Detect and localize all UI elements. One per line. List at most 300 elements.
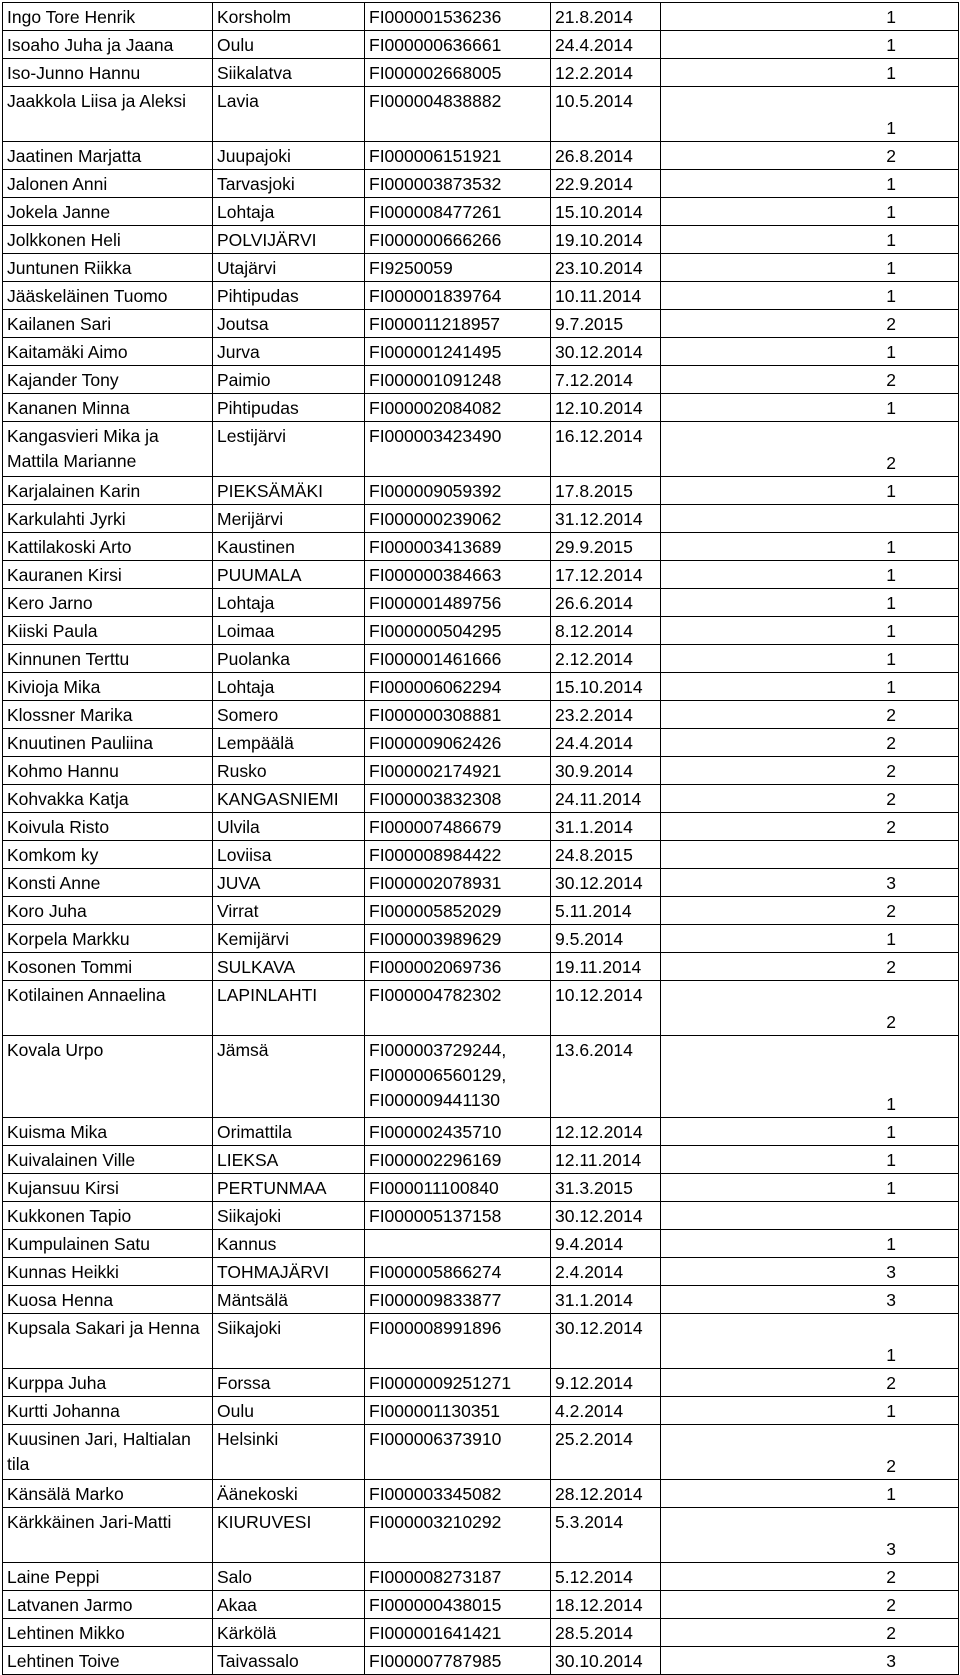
municipality-cell: Forssa: [213, 1369, 365, 1397]
table-row: [3, 1258, 959, 1286]
table-row: [3, 170, 959, 198]
count-cell: 2: [661, 1369, 959, 1397]
municipality-cell: Akaa: [213, 1591, 365, 1619]
owner-name-cell: Kajander Tony: [3, 366, 213, 394]
count-cell: 1: [661, 87, 959, 142]
owner-name-cell: Jokela Janne: [3, 198, 213, 226]
registry-id-cell: FI000002174921: [365, 757, 551, 785]
municipality-cell: Oulu: [213, 1397, 365, 1425]
count-cell: 2: [661, 1425, 959, 1480]
owner-name-cell: Känsälä Marko: [3, 1480, 213, 1508]
registry-id-cell: FI000005866274: [365, 1258, 551, 1286]
date-cell: 17.12.2014: [551, 561, 661, 589]
municipality-cell: Lohtaja: [213, 673, 365, 701]
table-row: [3, 1563, 959, 1591]
municipality-cell: Mäntsälä: [213, 1286, 365, 1314]
owner-name-cell: Laine Peppi: [3, 1563, 213, 1591]
municipality-cell: PUUMALA: [213, 561, 365, 589]
count-cell: 1: [661, 1146, 959, 1174]
table-row: [3, 31, 959, 59]
date-cell: 10.12.2014: [551, 981, 661, 1036]
date-cell: 2.4.2014: [551, 1258, 661, 1286]
municipality-cell: PIEKSÄMÄKI: [213, 477, 365, 505]
municipality-cell: Pihtipudas: [213, 394, 365, 422]
count-cell: 1: [661, 645, 959, 673]
table-row: [3, 785, 959, 813]
owner-name-cell: Kuivalainen Ville: [3, 1146, 213, 1174]
date-cell: 24.4.2014: [551, 31, 661, 59]
registry-id-cell: FI0000009251271: [365, 1369, 551, 1397]
owner-name-cell: Kuusinen Jari, Haltialan tila: [3, 1425, 213, 1480]
registry-id-cell: FI000008273187: [365, 1563, 551, 1591]
registry-id-cell: FI000002078931: [365, 869, 551, 897]
count-cell: 1: [661, 226, 959, 254]
table-row: [3, 422, 959, 477]
count-cell: 2: [661, 1591, 959, 1619]
date-cell: 28.5.2014: [551, 1619, 661, 1647]
municipality-cell: Lempäälä: [213, 729, 365, 757]
registry-id-cell: FI000002668005: [365, 59, 551, 87]
owner-name-cell: Juntunen Riikka: [3, 254, 213, 282]
date-cell: 26.8.2014: [551, 142, 661, 170]
municipality-cell: JUVA: [213, 869, 365, 897]
table-row: [3, 533, 959, 561]
date-cell: 24.8.2015: [551, 841, 661, 869]
table-row: [3, 589, 959, 617]
table-row: [3, 1314, 959, 1369]
table-row: [3, 645, 959, 673]
date-cell: 9.4.2014: [551, 1230, 661, 1258]
date-cell: 17.8.2015: [551, 477, 661, 505]
municipality-cell: Taivassalo: [213, 1647, 365, 1675]
count-cell: 2: [661, 142, 959, 170]
table-row: [3, 925, 959, 953]
date-cell: 9.12.2014: [551, 1369, 661, 1397]
date-cell: 30.12.2014: [551, 1202, 661, 1230]
owner-name-cell: Kujansuu Kirsi: [3, 1174, 213, 1202]
registry-id-cell: FI000001489756: [365, 589, 551, 617]
count-cell: [661, 505, 959, 533]
table-row: [3, 477, 959, 505]
count-cell: 2: [661, 701, 959, 729]
owner-name-cell: Kotilainen Annaelina: [3, 981, 213, 1036]
registry-id-cell: FI000001536236: [365, 3, 551, 31]
count-cell: 3: [661, 1508, 959, 1563]
count-cell: 1: [661, 673, 959, 701]
date-cell: 5.12.2014: [551, 1563, 661, 1591]
date-cell: 31.1.2014: [551, 813, 661, 841]
table-row: [3, 394, 959, 422]
date-cell: 28.12.2014: [551, 1480, 661, 1508]
count-cell: 1: [661, 198, 959, 226]
date-cell: 5.3.2014: [551, 1508, 661, 1563]
table-row: [3, 198, 959, 226]
table-row: [3, 869, 959, 897]
owner-name-cell: Karjalainen Karin: [3, 477, 213, 505]
owner-name-cell: Koro Juha: [3, 897, 213, 925]
registry-id-cell: FI000011100840: [365, 1174, 551, 1202]
date-cell: 8.12.2014: [551, 617, 661, 645]
owner-name-cell: Kurtti Johanna: [3, 1397, 213, 1425]
table-row: [3, 729, 959, 757]
date-cell: 29.9.2015: [551, 533, 661, 561]
owner-name-cell: Jolkkonen Heli: [3, 226, 213, 254]
municipality-cell: LIEKSA: [213, 1146, 365, 1174]
date-cell: 23.2.2014: [551, 701, 661, 729]
owner-name-cell: Komkom ky: [3, 841, 213, 869]
registry-id-cell: FI000003413689: [365, 533, 551, 561]
municipality-cell: SULKAVA: [213, 953, 365, 981]
count-cell: 2: [661, 981, 959, 1036]
municipality-cell: Jämsä: [213, 1036, 365, 1118]
registry-id-cell: FI000001241495: [365, 338, 551, 366]
registry-id-cell: FI9250059: [365, 254, 551, 282]
municipality-cell: Juupajoki: [213, 142, 365, 170]
registry-id-cell: FI000001130351: [365, 1397, 551, 1425]
municipality-cell: Korsholm: [213, 3, 365, 31]
count-cell: 2: [661, 785, 959, 813]
municipality-cell: Joutsa: [213, 310, 365, 338]
owner-name-cell: Jääskeläinen Tuomo: [3, 282, 213, 310]
date-cell: 26.6.2014: [551, 589, 661, 617]
registry-id-cell: FI000000308881: [365, 701, 551, 729]
registry-id-cell: FI000003210292: [365, 1508, 551, 1563]
registry-id-cell: FI000000438015: [365, 1591, 551, 1619]
table-row: [3, 1369, 959, 1397]
owner-name-cell: Kailanen Sari: [3, 310, 213, 338]
count-cell: 1: [661, 170, 959, 198]
municipality-cell: POLVIJÄRVI: [213, 226, 365, 254]
owner-name-cell: Kero Jarno: [3, 589, 213, 617]
registry-id-cell: [365, 1230, 551, 1258]
table-row: [3, 87, 959, 142]
owner-name-cell: Kuisma Mika: [3, 1118, 213, 1146]
count-cell: 2: [661, 953, 959, 981]
registry-id-cell: FI000003345082: [365, 1480, 551, 1508]
count-cell: 2: [661, 1619, 959, 1647]
owner-name-cell: Kupsala Sakari ja Henna: [3, 1314, 213, 1369]
table-row: [3, 1146, 959, 1174]
owner-name-cell: Kovala Urpo: [3, 1036, 213, 1118]
table-row: [3, 1480, 959, 1508]
date-cell: 22.9.2014: [551, 170, 661, 198]
count-cell: 1: [661, 338, 959, 366]
municipality-cell: Helsinki: [213, 1425, 365, 1480]
registry-id-cell: FI000000636661: [365, 31, 551, 59]
count-cell: 3: [661, 1286, 959, 1314]
registry-id-cell: FI000000504295: [365, 617, 551, 645]
count-cell: [661, 1202, 959, 1230]
table-row: [3, 310, 959, 338]
count-cell: 1: [661, 1174, 959, 1202]
owner-name-cell: Kohmo Hannu: [3, 757, 213, 785]
count-cell: 1: [661, 59, 959, 87]
registry-id-cell: FI000011218957: [365, 310, 551, 338]
table-row: [3, 813, 959, 841]
owner-name-cell: Klossner Marika: [3, 701, 213, 729]
registry-id-cell: FI000008477261: [365, 198, 551, 226]
registry-id-cell: FI000001839764: [365, 282, 551, 310]
owner-name-cell: Kurppa Juha: [3, 1369, 213, 1397]
registry-table: [2, 2, 959, 1675]
owner-name-cell: Ingo Tore Henrik: [3, 3, 213, 31]
table-row: [3, 673, 959, 701]
owner-name-cell: Latvanen Jarmo: [3, 1591, 213, 1619]
registry-id-cell: FI000002296169: [365, 1146, 551, 1174]
municipality-cell: Orimattila: [213, 1118, 365, 1146]
table-row: [3, 1397, 959, 1425]
count-cell: 1: [661, 31, 959, 59]
owner-name-cell: Kauranen Kirsi: [3, 561, 213, 589]
table-row: [3, 3, 959, 31]
municipality-cell: Kaustinen: [213, 533, 365, 561]
count-cell: 3: [661, 869, 959, 897]
registry-id-cell: FI000001641421: [365, 1619, 551, 1647]
municipality-cell: Paimio: [213, 366, 365, 394]
date-cell: 10.5.2014: [551, 87, 661, 142]
owner-name-cell: Isoaho Juha ja Jaana: [3, 31, 213, 59]
date-cell: 18.12.2014: [551, 1591, 661, 1619]
registry-id-cell: FI000003729244, FI000006560129, FI000009441130: [365, 1036, 551, 1118]
registry-id-cell: FI000009062426: [365, 729, 551, 757]
municipality-cell: Loimaa: [213, 617, 365, 645]
municipality-cell: Jurva: [213, 338, 365, 366]
date-cell: 12.11.2014: [551, 1146, 661, 1174]
count-cell: 1: [661, 282, 959, 310]
municipality-cell: Merijärvi: [213, 505, 365, 533]
registry-id-cell: FI000006151921: [365, 142, 551, 170]
count-cell: [661, 841, 959, 869]
owner-name-cell: Kukkonen Tapio: [3, 1202, 213, 1230]
table-row: [3, 1230, 959, 1258]
date-cell: 5.11.2014: [551, 897, 661, 925]
owner-name-cell: Kumpulainen Satu: [3, 1230, 213, 1258]
owner-name-cell: Jalonen Anni: [3, 170, 213, 198]
owner-name-cell: Karkulahti Jyrki: [3, 505, 213, 533]
municipality-cell: LAPINLAHTI: [213, 981, 365, 1036]
date-cell: 31.1.2014: [551, 1286, 661, 1314]
registry-id-cell: FI000003832308: [365, 785, 551, 813]
date-cell: 31.3.2015: [551, 1174, 661, 1202]
owner-name-cell: Kangasvieri Mika ja Mattila Marianne: [3, 422, 213, 477]
municipality-cell: PERTUNMAA: [213, 1174, 365, 1202]
table-row: [3, 1619, 959, 1647]
table-row: [3, 1036, 959, 1118]
municipality-cell: KANGASNIEMI: [213, 785, 365, 813]
municipality-cell: KIURUVESI: [213, 1508, 365, 1563]
owner-name-cell: Kuosa Henna: [3, 1286, 213, 1314]
table-row: [3, 897, 959, 925]
date-cell: 30.12.2014: [551, 869, 661, 897]
table-row: [3, 338, 959, 366]
table-row: [3, 1202, 959, 1230]
date-cell: 30.12.2014: [551, 1314, 661, 1369]
table-row: [3, 1508, 959, 1563]
municipality-cell: Lohtaja: [213, 589, 365, 617]
date-cell: 21.8.2014: [551, 3, 661, 31]
owner-name-cell: Kärkkäinen Jari-Matti: [3, 1508, 213, 1563]
municipality-cell: Kärkölä: [213, 1619, 365, 1647]
count-cell: 1: [661, 1480, 959, 1508]
table-row: [3, 142, 959, 170]
count-cell: 1: [661, 1314, 959, 1369]
count-cell: 1: [661, 533, 959, 561]
table-row: [3, 1286, 959, 1314]
registry-id-cell: FI000009059392: [365, 477, 551, 505]
municipality-cell: Virrat: [213, 897, 365, 925]
count-cell: 1: [661, 1230, 959, 1258]
count-cell: 1: [661, 1397, 959, 1425]
registry-id-cell: FI000002069736: [365, 953, 551, 981]
registry-id-cell: FI000003423490: [365, 422, 551, 477]
registry-id-cell: FI000008984422: [365, 841, 551, 869]
owner-name-cell: Lehtinen Mikko: [3, 1619, 213, 1647]
municipality-cell: Oulu: [213, 31, 365, 59]
date-cell: 23.10.2014: [551, 254, 661, 282]
date-cell: 25.2.2014: [551, 1425, 661, 1480]
registry-id-cell: FI000003989629: [365, 925, 551, 953]
count-cell: 1: [661, 254, 959, 282]
registry-rows: [3, 3, 959, 1675]
table-row: [3, 1118, 959, 1146]
municipality-cell: Lavia: [213, 87, 365, 142]
registry-id-cell: FI000009833877: [365, 1286, 551, 1314]
date-cell: 30.9.2014: [551, 757, 661, 785]
table-row: [3, 1174, 959, 1202]
owner-name-cell: Korpela Markku: [3, 925, 213, 953]
table-row: [3, 981, 959, 1036]
table-row: [3, 226, 959, 254]
count-cell: 2: [661, 897, 959, 925]
table-row: [3, 59, 959, 87]
count-cell: 1: [661, 1118, 959, 1146]
count-cell: 1: [661, 617, 959, 645]
date-cell: 7.12.2014: [551, 366, 661, 394]
owner-name-cell: Kaitamäki Aimo: [3, 338, 213, 366]
date-cell: 24.11.2014: [551, 785, 661, 813]
table-row: [3, 1425, 959, 1480]
table-row: [3, 254, 959, 282]
owner-name-cell: Kivioja Mika: [3, 673, 213, 701]
table-row: [3, 841, 959, 869]
owner-name-cell: Kananen Minna: [3, 394, 213, 422]
date-cell: 31.12.2014: [551, 505, 661, 533]
municipality-cell: Äänekoski: [213, 1480, 365, 1508]
registry-id-cell: FI000006373910: [365, 1425, 551, 1480]
date-cell: 15.10.2014: [551, 673, 661, 701]
table-row: [3, 953, 959, 981]
count-cell: 1: [661, 561, 959, 589]
registry-id-cell: FI000000666266: [365, 226, 551, 254]
municipality-cell: Kemijärvi: [213, 925, 365, 953]
count-cell: 2: [661, 310, 959, 338]
registry-id-cell: FI000007787985: [365, 1647, 551, 1675]
registry-id-cell: FI000004782302: [365, 981, 551, 1036]
municipality-cell: Siikalatva: [213, 59, 365, 87]
date-cell: 30.12.2014: [551, 338, 661, 366]
count-cell: 2: [661, 813, 959, 841]
municipality-cell: Siikajoki: [213, 1202, 365, 1230]
date-cell: 15.10.2014: [551, 198, 661, 226]
municipality-cell: Kannus: [213, 1230, 365, 1258]
registry-id-cell: FI000000239062: [365, 505, 551, 533]
municipality-cell: Puolanka: [213, 645, 365, 673]
registry-id-cell: FI000005137158: [365, 1202, 551, 1230]
date-cell: 12.12.2014: [551, 1118, 661, 1146]
table-row: [3, 282, 959, 310]
owner-name-cell: Knuutinen Pauliina: [3, 729, 213, 757]
count-cell: 2: [661, 366, 959, 394]
date-cell: 12.2.2014: [551, 59, 661, 87]
count-cell: 2: [661, 729, 959, 757]
date-cell: 30.10.2014: [551, 1647, 661, 1675]
count-cell: 1: [661, 925, 959, 953]
registry-id-cell: FI000002084082: [365, 394, 551, 422]
date-cell: 9.7.2015: [551, 310, 661, 338]
table-row: [3, 366, 959, 394]
date-cell: 9.5.2014: [551, 925, 661, 953]
registry-id-cell: FI000004838882: [365, 87, 551, 142]
count-cell: 3: [661, 1647, 959, 1675]
owner-name-cell: Koivula Risto: [3, 813, 213, 841]
date-cell: 12.10.2014: [551, 394, 661, 422]
registry-id-cell: FI000000384663: [365, 561, 551, 589]
owner-name-cell: Kattilakoski Arto: [3, 533, 213, 561]
date-cell: 13.6.2014: [551, 1036, 661, 1118]
date-cell: 4.2.2014: [551, 1397, 661, 1425]
municipality-cell: Loviisa: [213, 841, 365, 869]
owner-name-cell: Lehtinen Toive: [3, 1647, 213, 1675]
owner-name-cell: Kosonen Tommi: [3, 953, 213, 981]
owner-name-cell: Konsti Anne: [3, 869, 213, 897]
table-row: [3, 1591, 959, 1619]
registry-id-cell: FI000001461666: [365, 645, 551, 673]
owner-name-cell: Kunnas Heikki: [3, 1258, 213, 1286]
owner-name-cell: Kiiski Paula: [3, 617, 213, 645]
count-cell: 3: [661, 1258, 959, 1286]
count-cell: 2: [661, 422, 959, 477]
owner-name-cell: Jaatinen Marjatta: [3, 142, 213, 170]
count-cell: 2: [661, 757, 959, 785]
municipality-cell: Ulvila: [213, 813, 365, 841]
municipality-cell: Rusko: [213, 757, 365, 785]
date-cell: 10.11.2014: [551, 282, 661, 310]
municipality-cell: Salo: [213, 1563, 365, 1591]
count-cell: 1: [661, 394, 959, 422]
registry-id-cell: FI000007486679: [365, 813, 551, 841]
registry-id-cell: FI000005852029: [365, 897, 551, 925]
date-cell: 16.12.2014: [551, 422, 661, 477]
table-row: [3, 617, 959, 645]
registry-id-cell: FI000001091248: [365, 366, 551, 394]
count-cell: 1: [661, 589, 959, 617]
date-cell: 19.11.2014: [551, 953, 661, 981]
municipality-cell: TOHMAJÄRVI: [213, 1258, 365, 1286]
table-row: [3, 561, 959, 589]
municipality-cell: Somero: [213, 701, 365, 729]
registry-id-cell: FI000008991896: [365, 1314, 551, 1369]
owner-name-cell: Kohvakka Katja: [3, 785, 213, 813]
municipality-cell: Utajärvi: [213, 254, 365, 282]
registry-id-cell: FI000003873532: [365, 170, 551, 198]
count-cell: 1: [661, 1036, 959, 1118]
table-row: [3, 505, 959, 533]
municipality-cell: Lohtaja: [213, 198, 365, 226]
municipality-cell: Siikajoki: [213, 1314, 365, 1369]
owner-name-cell: Iso-Junno Hannu: [3, 59, 213, 87]
municipality-cell: Pihtipudas: [213, 282, 365, 310]
date-cell: 19.10.2014: [551, 226, 661, 254]
